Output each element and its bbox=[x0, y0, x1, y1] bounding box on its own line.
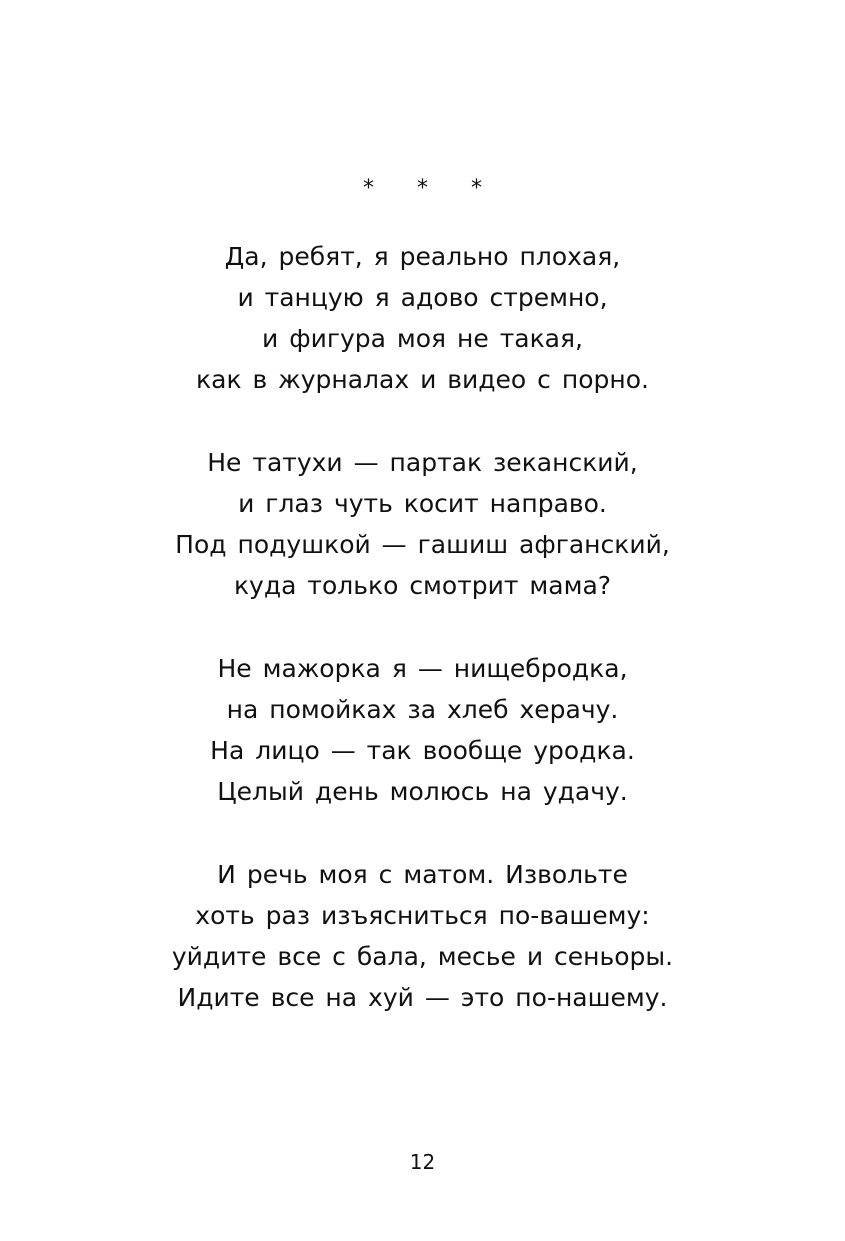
poem-line: уйдите все с бала, месье и сеньоры. bbox=[171, 942, 674, 971]
stanza-1 bbox=[0, 236, 845, 400]
stanza-4 bbox=[0, 854, 845, 1018]
poem-line: хоть раз изъясниться по-вашему: bbox=[195, 901, 650, 930]
poem-line: и глаз чуть косит направо. bbox=[238, 489, 607, 518]
poem-line: на помойках за хлеб херачу. bbox=[226, 695, 619, 724]
poem bbox=[0, 236, 845, 1060]
poem-line: Целый день молюсь на удачу. bbox=[217, 777, 628, 806]
poem-line: На лицо — так вообще уродка. bbox=[210, 736, 635, 765]
poem-line: Не мажорка я — нищебродка, bbox=[217, 654, 628, 683]
page-number: 12 bbox=[409, 1150, 436, 1174]
poem-line: как в журналах и видео с порно. bbox=[196, 365, 649, 394]
poem-line: Не татухи — партак зеканский, bbox=[207, 448, 638, 477]
poem-line: Да, ребят, я реально плохая, bbox=[224, 242, 621, 271]
poem-line: Под подушкой — гашиш афганский, bbox=[175, 530, 670, 559]
poem-line: и фигура моя не такая, bbox=[262, 324, 583, 353]
stanza-3 bbox=[0, 648, 845, 812]
poem-line: и танцую я адово стремно, bbox=[237, 283, 608, 312]
section-separator: * * * bbox=[363, 176, 500, 201]
stanza-2 bbox=[0, 442, 845, 606]
poem-line: куда только смотрит мама? bbox=[233, 571, 612, 600]
poem-line: И речь моя с матом. Извольте bbox=[217, 860, 628, 889]
poem-line: Идите все на хуй — это по-нашему. bbox=[177, 983, 668, 1012]
